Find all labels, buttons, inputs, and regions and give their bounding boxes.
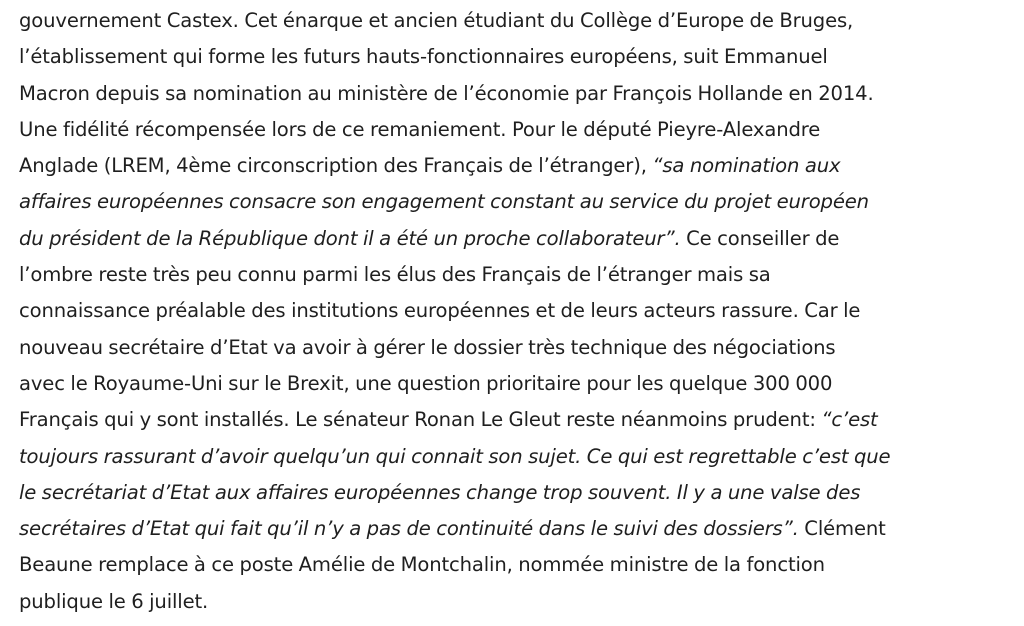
text-line bbox=[19, 112, 1019, 148]
text-line bbox=[19, 511, 1019, 547]
text-line bbox=[19, 184, 1019, 220]
body-text: l’établissement qui forme les futurs hauts-fonctionnaires européens, suit Emmanuel bbox=[19, 45, 828, 69]
quote-text: “c’est bbox=[821, 408, 878, 432]
body-text: gouvernement Castex. Cet énarque et ancien étudiant du Collège d’Europe de Bruges, bbox=[19, 9, 854, 32]
quote-text: toujours rassurant d’avoir quelqu’un qui connait son sujet. Ce qui est regrettable c’est que bbox=[19, 444, 891, 468]
quote-text: “sa nomination aux bbox=[652, 154, 841, 178]
body-text: publique le 6 juillet. bbox=[19, 589, 209, 613]
body-text: nouveau secrétaire d’Etat va avoir à gérer le dossier très technique des négociations bbox=[19, 335, 836, 359]
body-text: Macron depuis sa nomination au ministère de l’économie par François Hollande en 2014. bbox=[19, 81, 874, 105]
text-line bbox=[19, 402, 1019, 438]
article-body bbox=[19, 3, 1019, 620]
quote-text: affaires européennes consacre son engagement constant au service du projet européen bbox=[19, 190, 869, 214]
body-text: Anglade (LREM, 4ème circonscription des Français de l’étranger), bbox=[19, 154, 653, 178]
text-line bbox=[19, 3, 1019, 39]
quote-text: le secrétariat d’Etat aux affaires européennes change trop souvent. Il y a une valse des bbox=[19, 480, 861, 504]
body-text: connaissance préalable des institutions européennes et de leurs acteurs rassure. Car le bbox=[19, 299, 861, 323]
text-line bbox=[19, 547, 1019, 583]
quote-text: du président de la République dont il a été un proche collaborateur”. bbox=[19, 226, 681, 250]
body-text: Clément bbox=[798, 517, 886, 541]
text-line bbox=[19, 257, 1019, 293]
text-line bbox=[19, 148, 1019, 184]
body-text: avec le Royaume-Uni sur le Brexit, une question prioritaire pour les quelque 300 000 bbox=[19, 371, 833, 395]
body-text: Français qui y sont installés. Le sénateur Ronan Le Gleut reste néanmoins prudent: bbox=[19, 408, 822, 432]
text-line bbox=[19, 584, 1019, 620]
text-line bbox=[19, 366, 1019, 402]
quote-text: secrétaires d’Etat qui fait qu’il n’y a pas de continuité dans le suivi des dossiers”. bbox=[19, 517, 799, 541]
text-line bbox=[19, 439, 1019, 475]
text-line bbox=[19, 39, 1019, 75]
text-line bbox=[19, 221, 1019, 257]
text-line bbox=[19, 76, 1019, 112]
body-text: l’ombre reste très peu connu parmi les élus des Français de l’étranger mais sa bbox=[19, 263, 771, 287]
body-text: Beaune remplace à ce poste Amélie de Montchalin, nommée ministre de la fonction bbox=[19, 553, 825, 577]
text-line bbox=[19, 293, 1019, 329]
text-line bbox=[19, 330, 1019, 366]
text-line bbox=[19, 475, 1019, 511]
body-text: Une fidélité récompensée lors de ce remaniement. Pour le député Pieyre-Alexandre bbox=[19, 117, 821, 141]
body-text: Ce conseiller de bbox=[680, 226, 840, 250]
